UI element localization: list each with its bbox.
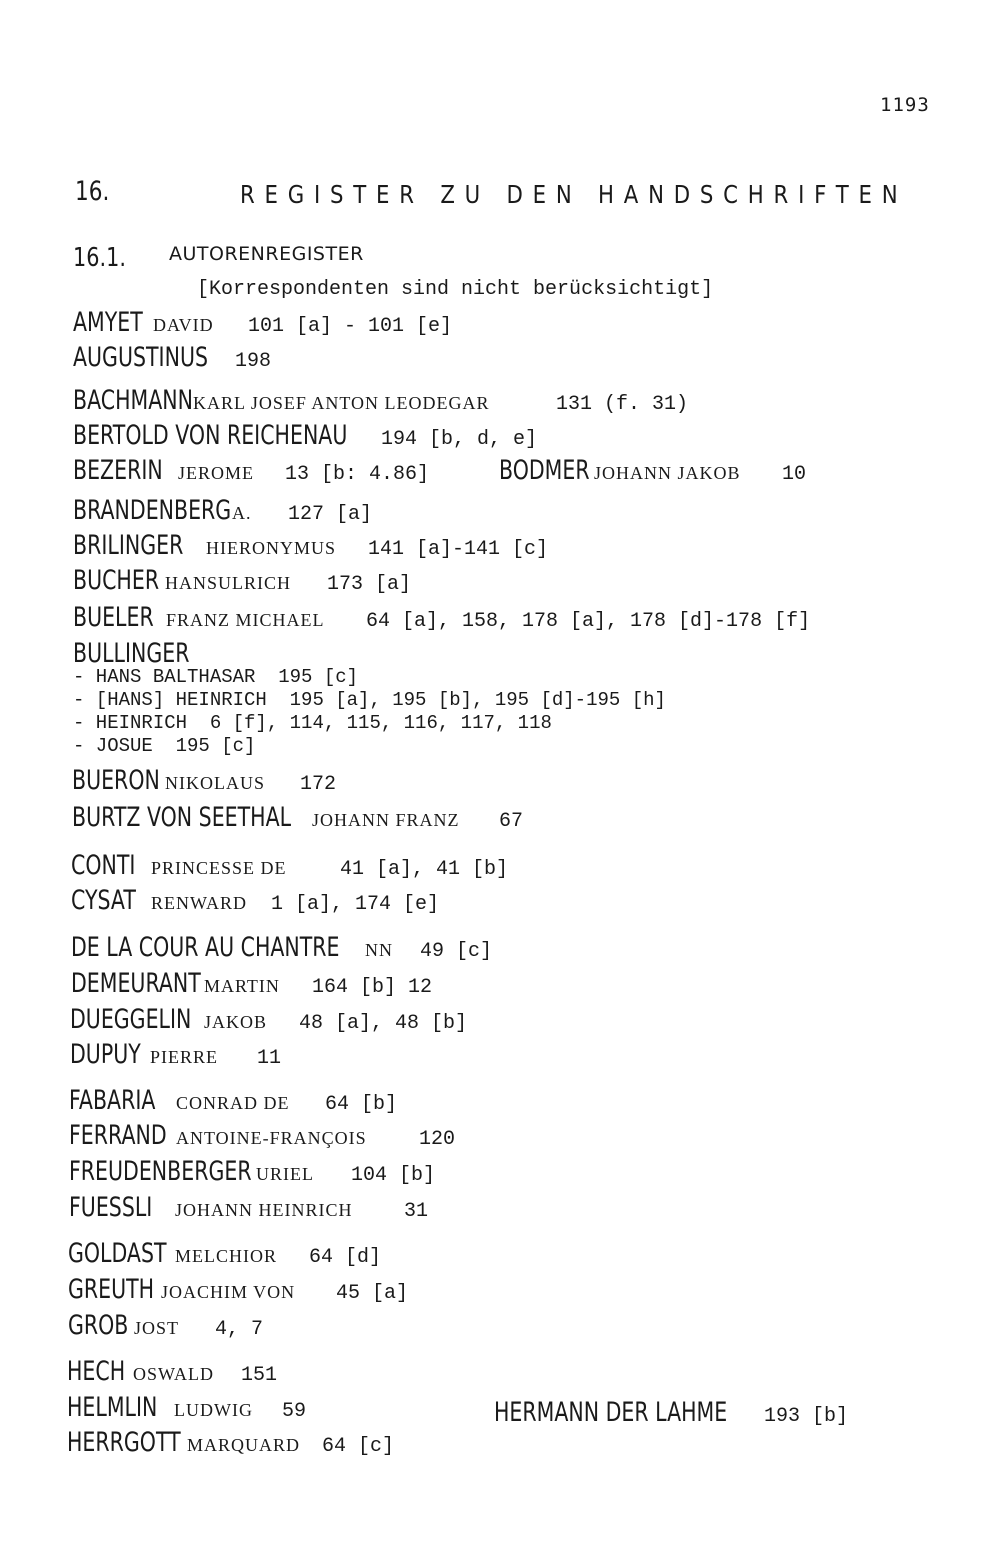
entry-given-name: KARL JOSEF ANTON LEODEGAR <box>193 393 490 413</box>
entry-given-name: NIKOLAUS <box>165 773 265 793</box>
entry-given-name: JOACHIM VON <box>161 1282 296 1302</box>
entry-refs: 31 <box>404 1200 429 1223</box>
entry-surname: DE LA COUR AU CHANTRE <box>71 932 340 963</box>
entry-refs: 141 [a]-141 [c] <box>368 538 549 561</box>
entry-surname: BRANDENBERG <box>73 495 232 526</box>
index-entry <box>70 1006 467 1034</box>
entry-given-name: HANSULRICH <box>165 573 292 593</box>
entry-refs: 1 [a], 174 [e] <box>271 893 440 916</box>
entry-surname: HERRGOTT <box>67 1427 181 1458</box>
index-entry <box>68 1276 408 1304</box>
chapter-number: 16. <box>75 176 110 207</box>
entry-surname: HECH <box>67 1356 126 1387</box>
index-entry <box>72 767 336 795</box>
index-entry <box>72 804 523 832</box>
entry-refs: 41 [a], 41 [b] <box>340 858 509 881</box>
index-entry <box>71 970 432 998</box>
entry-surname: FERRAND <box>69 1120 167 1151</box>
entry-refs: 64 [d] <box>309 1246 382 1269</box>
subentry: - HANS BALTHASAR 195 [c] <box>73 666 359 688</box>
index-entry <box>69 1087 397 1115</box>
entry-surname: GREUTH <box>68 1274 155 1305</box>
entry-given-name: RENWARD <box>151 893 247 913</box>
entry-surname: GROB <box>68 1310 129 1341</box>
entry-surname: CONTI <box>71 850 136 881</box>
entry-refs: 64 [c] <box>322 1435 395 1458</box>
section-note: [Korrespondenten sind nicht berücksichtigt] <box>197 278 714 301</box>
entry-refs: 45 [a] <box>336 1282 409 1305</box>
index-entry <box>494 1399 848 1427</box>
entry-refs: 127 [a] <box>288 503 373 526</box>
entry-surname: AMYET <box>73 307 143 338</box>
entry-refs: 64 [a], 158, 178 [a], 178 [d]-178 [f] <box>366 610 811 633</box>
index-entry <box>69 1122 455 1150</box>
entry-given-name: MELCHIOR <box>175 1246 277 1266</box>
entry-given-name: PIERRE <box>150 1047 219 1067</box>
entry-surname: BUERON <box>72 765 160 796</box>
index-entry <box>71 934 492 962</box>
chapter-title: REGISTER ZU DEN HANDSCHRIFTEN <box>240 180 908 209</box>
entry-given-name: MARTIN <box>204 976 280 996</box>
entry-refs: 11 <box>257 1047 282 1070</box>
index-entry <box>70 1041 281 1069</box>
entry-given-name: A. <box>232 503 252 523</box>
index-entry <box>69 1158 435 1186</box>
entry-surname: FREUDENBERGER <box>69 1156 252 1187</box>
entry-refs: 172 <box>300 773 337 796</box>
entry-given-name: JAKOB <box>204 1012 268 1032</box>
entry-given-name: CONRAD DE <box>176 1093 290 1113</box>
index-entry <box>73 422 537 450</box>
entry-refs: 4, 7 <box>215 1318 264 1341</box>
index-entry <box>73 604 810 632</box>
entry-refs: 194 [b, d, e] <box>381 428 538 451</box>
entry-surname: BURTZ VON SEETHAL <box>72 802 292 833</box>
entry-surname: BEZERIN <box>73 455 163 486</box>
index-entry <box>73 532 548 560</box>
entry-surname: FABARIA <box>69 1085 156 1116</box>
section-title: AUTORENREGISTER <box>169 243 364 265</box>
index-entry <box>68 1240 381 1268</box>
entry-refs: 120 <box>419 1128 456 1151</box>
entry-refs: 49 [c] <box>420 940 493 963</box>
entry-refs: 101 [a] - 101 [e] <box>248 315 453 338</box>
entry-given-name: URIEL <box>256 1164 314 1184</box>
entry-surname: DUPUY <box>70 1039 141 1070</box>
entry-surname: GOLDAST <box>68 1238 167 1269</box>
entry-given-name: JOHANN FRANZ <box>312 810 460 830</box>
index-entry <box>69 1194 428 1222</box>
subentry: - JOSUE 195 [c] <box>73 735 256 757</box>
index-entry <box>71 852 508 880</box>
entry-surname: HELMLIN <box>67 1392 158 1423</box>
entry-given-name: MARQUARD <box>187 1435 301 1455</box>
entry-surname: AUGUSTINUS <box>73 342 208 373</box>
index-entry <box>73 497 372 525</box>
subentry: - HEINRICH 6 [f], 114, 115, 116, 117, 118 <box>73 712 552 734</box>
entry-refs: 64 [b] <box>325 1093 398 1116</box>
index-entry <box>73 387 688 415</box>
entry-surname: BUCHER <box>73 565 160 596</box>
index-entry <box>73 309 452 337</box>
entry-given-name: PRINCESSE DE <box>151 858 287 878</box>
entry-refs: 198 <box>235 350 272 373</box>
index-entry <box>68 1312 263 1340</box>
index-entry <box>73 640 226 667</box>
entry-given-name: DAVID <box>153 315 214 335</box>
entry-given-name: OSWALD <box>133 1364 214 1384</box>
index-entry <box>67 1394 306 1422</box>
entry-given-name: LUDWIG <box>174 1400 253 1420</box>
subentry: - [HANS] HEINRICH 195 [a], 195 [b], 195 [d]-195 [h] <box>73 689 666 711</box>
entry-given-name: JOHANN JAKOB <box>594 463 741 483</box>
entry-given-name: ANTOINE-FRANÇOIS <box>176 1128 367 1148</box>
entry-refs: 104 [b] <box>351 1164 436 1187</box>
entry-surname: HERMANN DER LAHME <box>494 1397 728 1428</box>
section-number: 16.1. <box>73 243 126 273</box>
entry-given-name: NN <box>365 940 393 960</box>
entry-surname: FUESSLI <box>69 1192 153 1223</box>
entry-given-name: FRANZ MICHAEL <box>166 610 325 630</box>
entry-refs: 164 [b] 12 <box>312 976 433 999</box>
entry-given-name: JOHANN HEINRICH <box>175 1200 353 1220</box>
index-entry <box>73 567 411 595</box>
entry-refs: 10 <box>782 463 807 486</box>
entry-surname: BACHMANN <box>73 385 193 416</box>
entry-refs: 151 <box>241 1364 278 1387</box>
entry-surname: DEMEURANT <box>71 968 201 999</box>
index-entry <box>73 457 429 485</box>
index-entry <box>71 887 439 915</box>
index-entry <box>67 1358 277 1386</box>
entry-surname: BUELER <box>73 602 154 633</box>
entry-given-name: JEROME <box>178 463 255 483</box>
entry-surname: CYSAT <box>71 885 136 916</box>
entry-refs: 13 [b: 4.86] <box>285 463 430 486</box>
page-number: 1193 <box>880 94 930 116</box>
entry-surname: BODMER <box>499 455 590 486</box>
entry-given-name: HIERONYMUS <box>206 538 337 558</box>
index-entry <box>499 457 806 485</box>
entry-refs: 131 (f. 31) <box>556 393 689 416</box>
entry-surname: BERTOLD VON REICHENAU <box>73 420 348 451</box>
entry-refs: 48 [a], 48 [b] <box>299 1012 468 1035</box>
entry-surname: BULLINGER <box>73 638 190 669</box>
entry-given-name: JOST <box>134 1318 180 1338</box>
index-entry <box>67 1429 394 1457</box>
entry-surname: DUEGGELIN <box>70 1004 192 1035</box>
entry-surname: BRILINGER <box>73 530 184 561</box>
entry-refs: 67 <box>499 810 524 833</box>
entry-refs: 193 [b] <box>764 1405 849 1428</box>
index-entry <box>73 344 271 372</box>
entry-refs: 173 [a] <box>327 573 412 596</box>
entry-refs: 59 <box>282 1400 307 1423</box>
